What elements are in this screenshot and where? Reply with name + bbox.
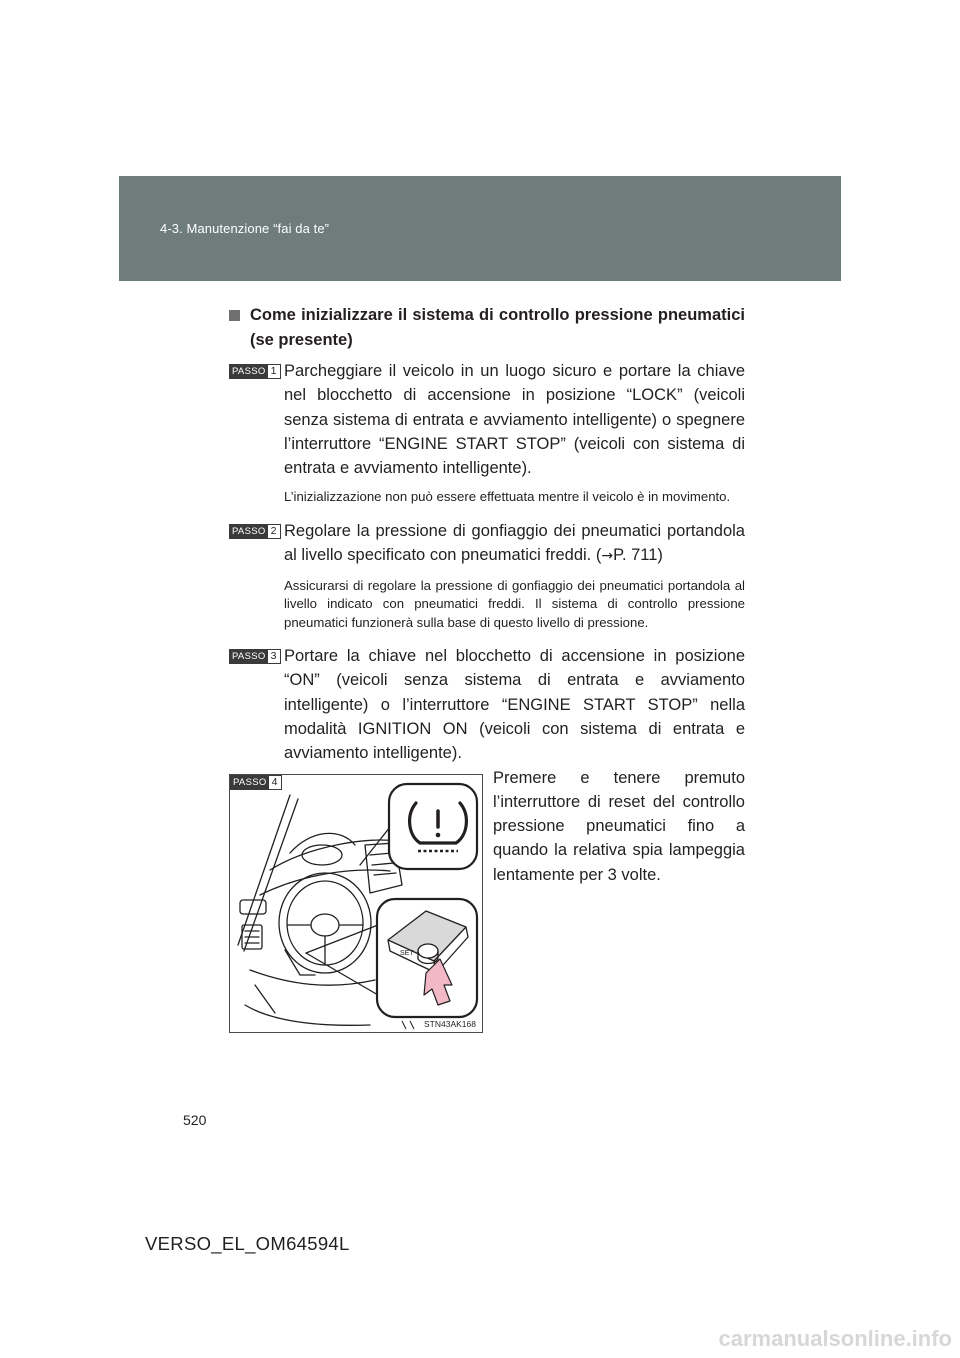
step-4-badge	[230, 775, 282, 790]
watermark: carmanualsonline.info	[718, 1326, 952, 1351]
page-reference-link[interactable]: P. 711)	[613, 546, 663, 565]
section-header-bar	[119, 176, 841, 281]
step-1	[229, 359, 745, 507]
step-1-badge	[229, 364, 281, 379]
dashboard-drawing	[230, 775, 482, 1032]
step-2-text-start: Regolare la pressione di gonfiaggio dei pneumatici portandola al livello specificato con pneumatici freddi. (	[284, 521, 745, 565]
document-code: VERSO_EL_OM64594L	[145, 1233, 350, 1254]
step-1-note: L’inizializzazione non può essere effettuata mentre il veicolo è in movimento.	[284, 489, 731, 505]
step-badge-number: 3	[268, 650, 280, 663]
reset-switch-label: SET	[400, 949, 414, 957]
step-badge-word: PASSO	[232, 651, 266, 663]
step-badge-word: PASSO	[233, 776, 267, 788]
step-badge-number: 4	[269, 776, 281, 789]
figure-code: STN43AK168	[424, 1018, 476, 1029]
step-2-note: Assicurarsi di regolare la pressione di gonfiaggio dei pneumatici portandola al livello indicato con pneumatici freddi. Il sistema di controllo pressione pneumatici funzionerà sulla base di questo livello di pressione.	[284, 577, 745, 630]
procedure-heading-text: Come inizializzare il sistema di controllo pressione pneumatici (se presente)	[250, 306, 745, 349]
page-number: 520	[183, 1112, 207, 1128]
step-2-badge	[229, 524, 281, 539]
step-3	[229, 644, 745, 765]
page-content	[229, 303, 745, 1036]
step-2-text	[284, 519, 745, 569]
procedure-heading	[229, 303, 745, 353]
step-4	[229, 768, 745, 1036]
step-badge-word: PASSO	[232, 525, 266, 537]
step-4-text: Premere e tenere premuto l’interruttore di reset del controllo pressione pneumatici fino a quando la relativa spia lampeggia lentamente per 3 volte.	[493, 768, 745, 884]
step-2	[229, 519, 745, 632]
step-3-text: Portare la chiave nel blocchetto di accensione in posizione “ON” (veicoli senza sistema di entrata e avviamento intelligente) o l’interruttore “ENGINE START STOP” nella modalità IGNITION ON (veicoli con sistema di entrata e avviamento intelligente).	[284, 647, 745, 763]
page-reference-arrow-icon: →	[601, 548, 614, 565]
section-title: 4-3. Manutenzione “fai da te”	[160, 221, 330, 236]
tpms-reset-illustration	[229, 774, 483, 1033]
square-bullet-icon	[229, 310, 240, 321]
step-3-badge	[229, 649, 281, 664]
step-badge-number: 1	[268, 365, 280, 378]
step-badge-word: PASSO	[232, 366, 266, 377]
step-1-text: Parcheggiare il veicolo in un luogo sicuro e portare la chiave nel blocchetto di accensione in posizione “LOCK” (veicoli senza sistema di entrata e avviamento intelligente) o spegnere l’interruttore “ENGINE START STOP” (veicoli con sistema di entrata e avviamento intelligente).	[284, 362, 745, 478]
step-badge-number: 2	[268, 525, 280, 538]
